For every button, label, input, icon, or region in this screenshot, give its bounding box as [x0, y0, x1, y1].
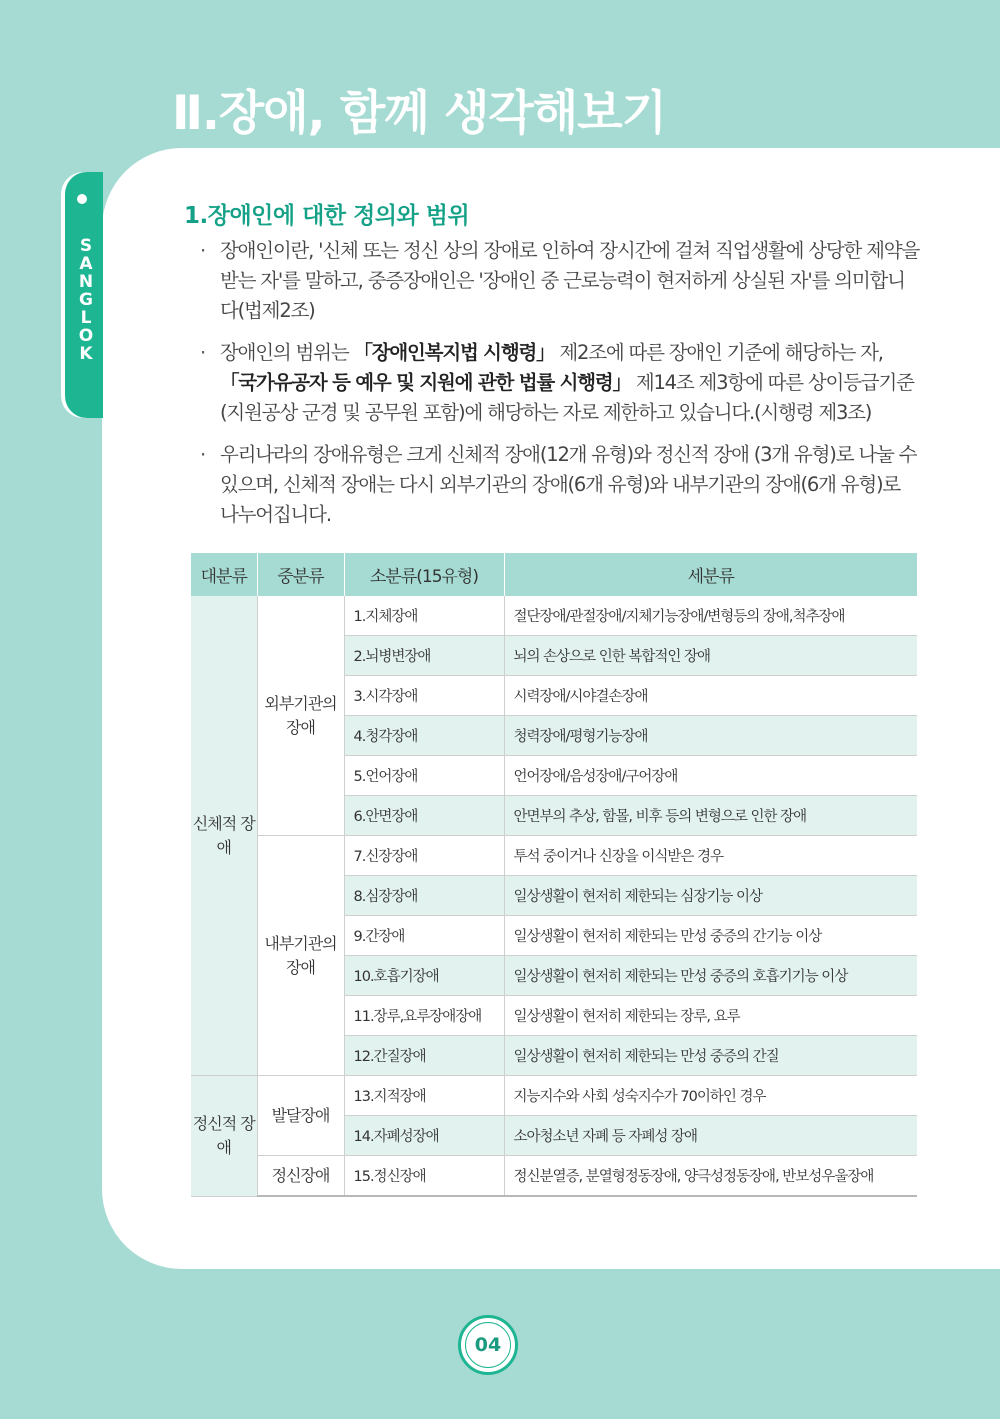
chapter-title: Ⅱ.장애, 함께 생각해보기 — [172, 86, 667, 141]
sub-type: 8.심장장애 — [344, 876, 504, 916]
detail: 시력장애/시야결손장애 — [504, 676, 917, 716]
side-tab-label — [71, 237, 101, 363]
group-external: 외부기관의 장애 — [257, 596, 344, 836]
sub-type: 2.뇌병변장애 — [344, 636, 504, 676]
group-internal: 내부기관의 장애 — [257, 836, 344, 1076]
sub-type: 5.언어장애 — [344, 756, 504, 796]
tab-letter: N — [78, 272, 94, 292]
header-middle: 중분류 — [257, 553, 344, 596]
page-number-badge — [458, 1315, 518, 1375]
detail: 정신분열증, 분열형정동장애, 양극성정동장애, 반보성우울장애 — [504, 1156, 917, 1197]
sub-type: 11.장루,요루장애장애 — [344, 996, 504, 1036]
definition-item — [200, 338, 920, 428]
definition-item — [200, 440, 920, 530]
detail: 일상생활이 현저히 제한되는 만성 중증의 간기능 이상 — [504, 916, 917, 956]
header-minor: 소분류(15유형) — [344, 553, 504, 596]
detail: 일상생활이 현저히 제한되는 만성 중증의 호흡기기능 이상 — [504, 956, 917, 996]
group-mental: 정신적 장애 — [191, 1076, 257, 1197]
tab-letter: K — [79, 344, 93, 364]
sub-type: 1.지체장애 — [344, 596, 504, 636]
detail: 지능지수와 사회 성숙지수가 70이하인 경우 — [504, 1076, 917, 1116]
table-header-row — [191, 553, 917, 596]
disability-table — [191, 553, 917, 1197]
page-number: 04 — [465, 1322, 511, 1368]
definition-text-post: 제14조 제3항에 따른 상이등급기준(지원공상 군경 및 공무원 포함)에 해당하는 자로 제한하고 있습니다.(시행령 제3조) — [220, 371, 914, 424]
definition-text: 우리나라의 장애유형은 크게 신체적 장애(12개 유형)와 정신적 장애 (3개 유형)로 나눌 수 있으며, 신체적 장애는 다시 외부기관의 장애(6개 유형)와 내부기관의 장애(6개 유형)로 나누어집니다. — [220, 443, 917, 526]
definition-text: 장애인이란, '신체 또는 정신 상의 장애로 인하여 장시간에 걸쳐 직업생활에 상당한 제약을 받는 자'를 말하고, 중증장애인은 '장애인 중 근로능력이 현저하게 상실된 자'를 의미합니다(법제2조) — [220, 239, 920, 322]
tab-letter: L — [80, 308, 92, 328]
sub-type: 14.자폐성장애 — [344, 1116, 504, 1156]
group-psychiatric: 정신장애 — [257, 1156, 344, 1197]
detail: 안면부의 추상, 함몰, 비후 등의 변형으로 인한 장애 — [504, 796, 917, 836]
detail: 일상생활이 현저히 제한되는 심장기능 이상 — [504, 876, 917, 916]
tab-dot-icon — [77, 194, 87, 204]
act-name: 「국가유공자 등 예우 및 지원에 관한 법률 시행령」 — [220, 371, 631, 394]
sub-type: 7.신장장애 — [344, 836, 504, 876]
sub-type: 15.정신장애 — [344, 1156, 504, 1197]
section-title: 1.장애인에 대한 정의와 범위 — [184, 203, 470, 229]
detail: 뇌의 손상으로 인한 복합적인 장애 — [504, 636, 917, 676]
definition-item — [200, 236, 920, 326]
tab-letter: G — [79, 290, 93, 310]
detail: 일상생활이 현저히 제한되는 만성 중증의 간질 — [504, 1036, 917, 1076]
detail: 일상생활이 현저히 제한되는 장루, 요루 — [504, 996, 917, 1036]
header-major: 대분류 — [191, 553, 257, 596]
sub-type: 3.시각장애 — [344, 676, 504, 716]
sub-type: 10.호흡기장애 — [344, 956, 504, 996]
definition-text-mid: 제2조에 따른 장애인 기준에 해당하는 자, — [554, 341, 883, 364]
table-row — [191, 1156, 917, 1197]
sub-type: 12.간질장애 — [344, 1036, 504, 1076]
table-row — [191, 596, 917, 636]
tab-letter: A — [79, 254, 93, 274]
detail: 언어장애/음성장애/구어장애 — [504, 756, 917, 796]
table-row — [191, 1076, 917, 1116]
detail: 소아청소년 자폐 등 자폐성 장애 — [504, 1116, 917, 1156]
sub-type: 13.지적장애 — [344, 1076, 504, 1116]
group-developmental: 발달장애 — [257, 1076, 344, 1156]
table-row — [191, 836, 917, 876]
definition-text-pre: 장애인의 범위는 — [220, 341, 354, 364]
group-physical: 신체적 장애 — [191, 596, 257, 1076]
definition-list — [200, 236, 920, 542]
detail: 투석 중이거나 신장을 이식받은 경우 — [504, 836, 917, 876]
header-detail: 세분류 — [504, 553, 917, 596]
sub-type: 4.청각장애 — [344, 716, 504, 756]
detail: 청력장애/평형기능장애 — [504, 716, 917, 756]
tab-letter: O — [78, 326, 94, 346]
sub-type: 9.간장애 — [344, 916, 504, 956]
sub-type: 6.안면장애 — [344, 796, 504, 836]
tab-letter: S — [79, 236, 93, 256]
decree-name: 「장애인복지법 시행령」 — [353, 341, 555, 364]
detail: 절단장애/관절장애/지체기능장애/변형등의 장애,척추장애 — [504, 596, 917, 636]
